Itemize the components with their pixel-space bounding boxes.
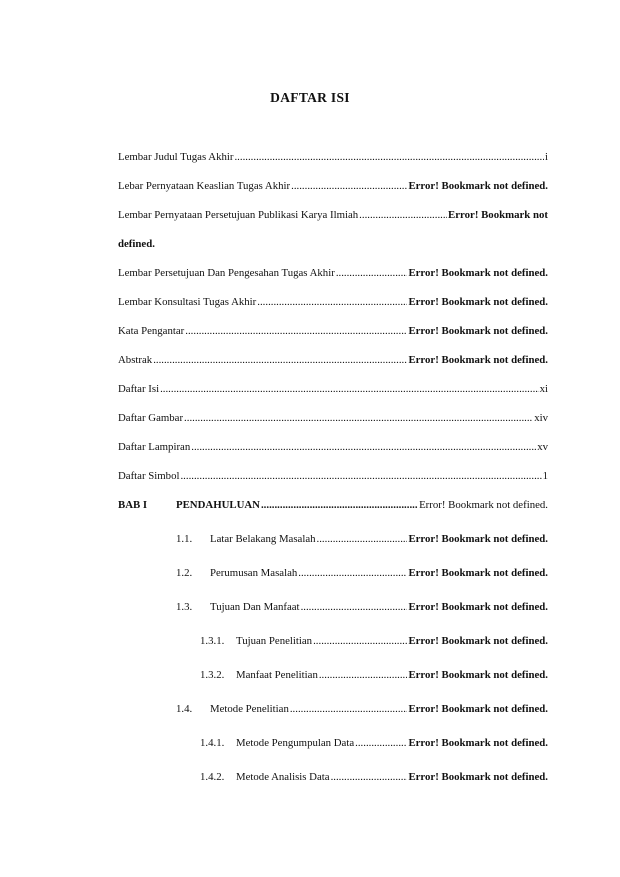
toc-entry-continuation bbox=[118, 236, 548, 252]
toc-entry[interactable] bbox=[118, 323, 548, 339]
subsubsection-number: 1.4.2. bbox=[200, 771, 225, 783]
toc-entry-label: Lembar Judul Tugas Akhir bbox=[118, 151, 234, 163]
toc-entry-page: Error! Bookmark not defined. bbox=[408, 267, 548, 279]
toc-entry[interactable] bbox=[118, 439, 548, 455]
leader-dots bbox=[359, 207, 447, 223]
toc-entry[interactable] bbox=[118, 265, 548, 281]
toc-entry-page: Error! Bookmark not defined. bbox=[408, 180, 548, 192]
leader-dots bbox=[319, 667, 408, 683]
leader-dots bbox=[317, 531, 408, 547]
subsection-number: 1.1. bbox=[176, 533, 193, 545]
toc-entry-label: Lembar Konsultasi Tugas Akhir bbox=[118, 296, 257, 308]
subsection-number: 1.2. bbox=[176, 567, 193, 579]
subsection-page: Error! Bookmark not defined. bbox=[408, 533, 548, 545]
subsection-label: Perumusan Masalah bbox=[210, 567, 298, 579]
subsubsection-page: Error! Bookmark not defined. bbox=[408, 669, 548, 681]
leader-dots bbox=[184, 410, 533, 426]
toc-entry[interactable] bbox=[118, 178, 548, 194]
toc-entry-label: Abstrak bbox=[118, 354, 153, 366]
leader-dots bbox=[336, 265, 408, 281]
toc-entry[interactable] bbox=[118, 352, 548, 368]
leader-dots bbox=[180, 468, 541, 484]
leader-dots bbox=[355, 735, 407, 751]
subsubsection-number: 1.3.1. bbox=[200, 635, 225, 647]
subsubsection-label: Manfaat Penelitian bbox=[236, 669, 318, 681]
subsection-page: Error! Bookmark not defined. bbox=[408, 601, 548, 613]
page-title: DAFTAR ISI bbox=[270, 90, 350, 105]
leader-dots bbox=[313, 633, 407, 649]
toc-subsection-entry[interactable] bbox=[176, 701, 548, 717]
subsubsection-page: Error! Bookmark not defined. bbox=[408, 771, 548, 783]
chapter-label: PENDAHULUAN bbox=[176, 499, 260, 511]
leader-dots bbox=[291, 178, 407, 194]
leader-dots bbox=[257, 294, 407, 310]
subsection-label: Metode Penelitian bbox=[210, 703, 289, 715]
toc-entry-page-continued: defined. bbox=[118, 238, 155, 250]
subsection-label: Latar Belakang Masalah bbox=[210, 533, 316, 545]
toc-entry-label: Lebar Pernyataan Keaslian Tugas Akhir bbox=[118, 180, 291, 192]
leader-dots bbox=[153, 352, 407, 368]
subsubsection-label: Metode Analisis Data bbox=[236, 771, 330, 783]
subsubsection-number: 1.4.1. bbox=[200, 737, 225, 749]
toc-subsubsection-entry[interactable] bbox=[200, 735, 548, 751]
toc-subsubsection-entry[interactable] bbox=[200, 667, 548, 683]
toc-entry[interactable] bbox=[118, 294, 548, 310]
toc-entry-label: Daftar Simbol bbox=[118, 470, 180, 482]
toc-entry-page: Error! Bookmark not defined. bbox=[408, 325, 548, 337]
toc-chapter-entry[interactable] bbox=[118, 497, 548, 513]
toc-entry-page: xv bbox=[537, 441, 548, 453]
toc-entry[interactable] bbox=[118, 207, 548, 223]
toc-entry-label: Kata Pengantar bbox=[118, 325, 185, 337]
chapter-number: BAB I bbox=[118, 499, 148, 511]
toc-entry-page: xiv bbox=[534, 412, 548, 424]
subsubsection-page: Error! Bookmark not defined. bbox=[408, 635, 548, 647]
toc-entry-page: i bbox=[545, 151, 548, 163]
toc-subsubsection-entry[interactable] bbox=[200, 633, 548, 649]
toc-entry-label: Lembar Pernyataan Persetujuan Publikasi Karya Ilmiah bbox=[118, 209, 359, 221]
subsection-label: Tujuan Dan Manfaat bbox=[210, 601, 300, 613]
subsection-page: Error! Bookmark not defined. bbox=[408, 703, 548, 715]
toc-entry-label: Daftar Lampiran bbox=[118, 441, 191, 453]
subsection-page: Error! Bookmark not defined. bbox=[408, 567, 548, 579]
subsubsection-number: 1.3.2. bbox=[200, 669, 225, 681]
leader-dots bbox=[301, 599, 408, 615]
subsubsection-page: Error! Bookmark not defined. bbox=[408, 737, 548, 749]
chapter-page: Error! Bookmark not defined. bbox=[419, 499, 548, 511]
toc-entry[interactable] bbox=[118, 381, 548, 397]
subsubsection-label: Metode Pengumpulan Data bbox=[236, 737, 355, 749]
toc-entry[interactable] bbox=[118, 410, 548, 426]
toc-entry-page: Error! Bookmark not bbox=[448, 209, 548, 221]
leader-dots bbox=[185, 323, 407, 339]
leader-dots bbox=[191, 439, 536, 455]
leader-dots bbox=[290, 701, 408, 717]
toc-entry-page: Error! Bookmark not defined. bbox=[408, 354, 548, 366]
toc-entry[interactable] bbox=[118, 149, 548, 165]
subsection-number: 1.4. bbox=[176, 703, 193, 715]
toc-subsection-entry[interactable] bbox=[176, 599, 548, 615]
toc-entry-label: Daftar Isi bbox=[118, 383, 160, 395]
leader-dots bbox=[261, 497, 418, 513]
leader-dots bbox=[160, 381, 539, 397]
leader-dots bbox=[298, 565, 407, 581]
subsection-number: 1.3. bbox=[176, 601, 193, 613]
toc-subsection-entry[interactable] bbox=[176, 531, 548, 547]
toc-entry-label: Daftar Gambar bbox=[118, 412, 184, 424]
toc-subsection-entry[interactable] bbox=[176, 565, 548, 581]
subsubsection-label: Tujuan Penelitian bbox=[236, 635, 313, 647]
leader-dots bbox=[234, 149, 544, 165]
leader-dots bbox=[331, 769, 408, 785]
toc-entry-page: 1 bbox=[542, 470, 548, 482]
toc-entry-page: xi bbox=[539, 383, 548, 395]
toc-subsubsection-entry[interactable] bbox=[200, 769, 548, 785]
toc-entry[interactable] bbox=[118, 468, 548, 484]
toc-entry-page: Error! Bookmark not defined. bbox=[408, 296, 548, 308]
toc-entry-label: Lembar Persetujuan Dan Pengesahan Tugas Akhir bbox=[118, 267, 335, 279]
